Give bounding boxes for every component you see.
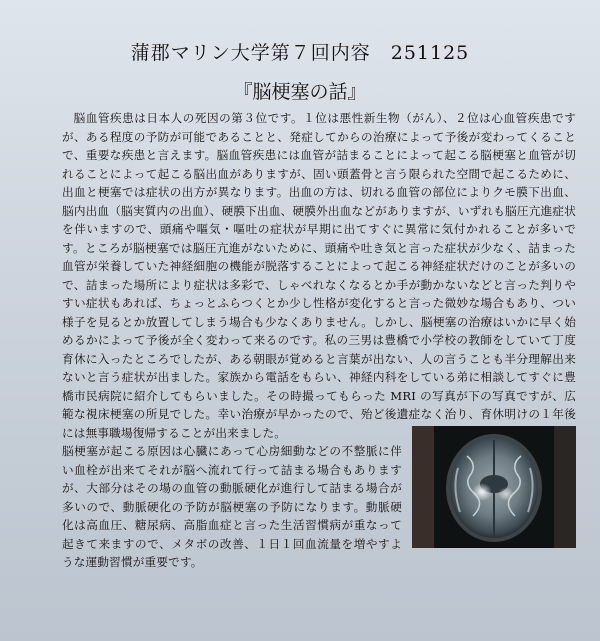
article-subtitle: 『脳梗塞の話』 [233, 81, 367, 103]
article-body [62, 109, 576, 572]
brain-mri-image [412, 426, 576, 548]
article-paragraph-cause: 脳梗塞が起こる原因は心臓にあって心房細動などの不整脈に伴い血栓が出来てそれが脳へ流れて行って詰まる場合もありますが、大部分はその場の血管の動脈硬化が進行して詰まる場合が多いので、動脈硬化の予防が脳梗塞の予防になります。動脈硬化は高血圧、糖尿病、高脂血症と言った生活習慣病が重なって起きて来ますので、メタボの改善、１日１回血流量を増やすような運動習慣が重要です。 [62, 444, 402, 569]
mri-scan-graphic [412, 426, 576, 548]
article-paragraph-intro: 脳血管疾患は日本人の死因の第３位です。１位は悪性新生物（がん）、２位は心血管疾患ですが、ある程度の予防が可能であることと、発症してからの治療によって予後が変わってくることで、重要な疾患と言えます。脳血管疾患には血管が詰まることによって起こる脳梗塞と血管が切れることによって起こる脳出血がありますが、固い頭蓋骨と言う限られた空間で起こるために、出血と梗塞では症状の出方が異なります。出血の方は、切れる血管の部位によりクモ膜下出血、脳内出血（脳実質内の出血）、硬膜下出血、硬膜外出血などがありますが、いずれも脳圧亢進症状を伴いますので、頭痛や嘔気・嘔吐の症状が早期に出てすぐに異常に気付かれることが多いです。ところが脳梗塞では脳圧亢進がないために、頭痛や吐き気と言った症状が少なく、詰まった血管が栄養していた神経細胞の機能が脱落することによって起こる神経症状だけのことが多いので、詰まった場所により症状は多彩で、しゃべれなくなるとか手が動かないなどと言った判りやすい症状もあれば、ちょっとふらつくとか少し性格が変化すると言った微妙な場合もあり、つい様子を見るとか放置してしまう場合も少なくありません。しかし、脳梗塞の治療はいかに早く始めるかによって予後が全く変わって来るのです。私の三男は豊橋で小学校の教師をしていて丁度育休に入ったところでしたが、ある朝眼が覚めると言葉が出ない、人の言うことも半分理解出来ないと言う症状が出ました。家族から電話をもらい、神経内科をしている弟に相談してすぐに豊橋市民病院に紹介してもらいました。その時撮ってもらった MRI の写真が下の写真ですが、広範な視床梗塞の所見でした。幸い治療が早かったので、殆ど後遺症なく治り、育休明けの１年後には無事職場復帰することが出来ました。 [62, 111, 576, 440]
page-title: 蒲郡マリン大学第７回内容 251125 [130, 42, 470, 64]
